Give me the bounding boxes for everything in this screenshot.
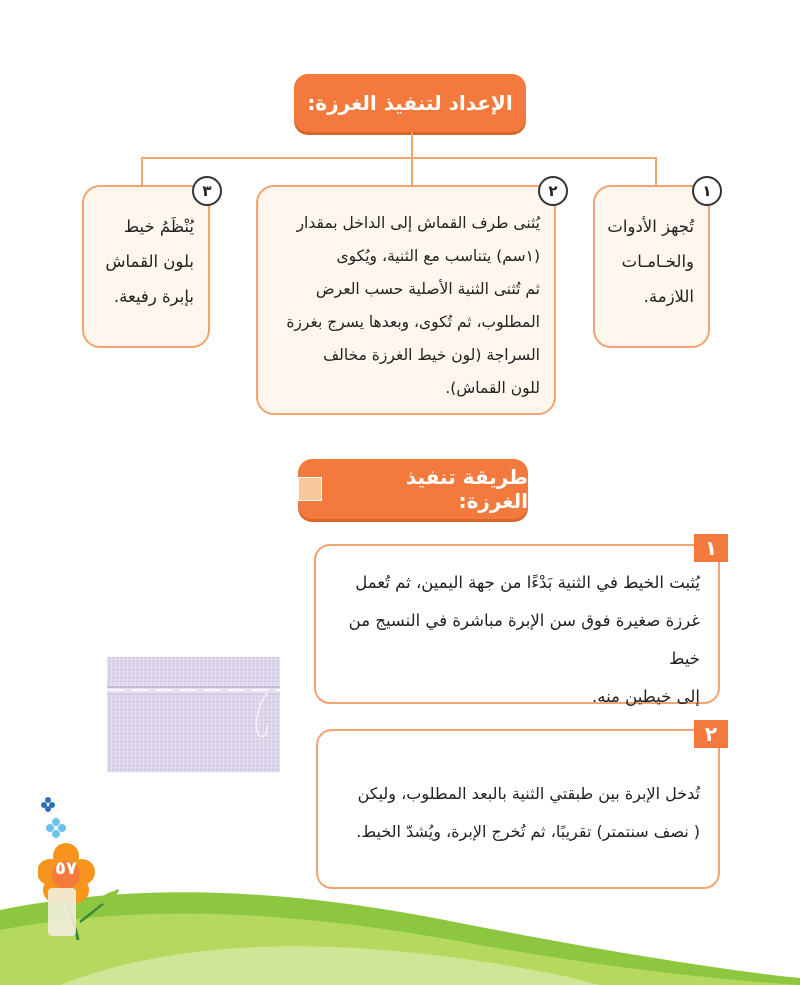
method-step-1-line: غرزة صغيرة فوق سن الإبرة مباشرة في النسيج من خيط (348, 611, 700, 668)
prep-step-3-line: بإبرة رفيعة. (113, 287, 194, 306)
prep-step-1-line: اللازمة. (643, 287, 694, 306)
prep-step-3-box (82, 185, 210, 348)
step-number-badge: ٢ (538, 176, 568, 206)
prep-step-2-line: للون القماش). (445, 379, 540, 397)
method-step-1-line: إلى خيطين منه. (591, 687, 700, 706)
prep-step-1-line: تُجهز الأدوات (607, 217, 694, 236)
connector-vertical (411, 132, 413, 158)
fabric-illustration (107, 657, 280, 772)
method-step-2-line: ( نصف سنتمتر) تقريبًا، ثم تُخرج الإبرة، ويُشدّ الخيط. (356, 822, 700, 841)
connector-middle (411, 157, 413, 185)
method-step-number: ٢ (694, 720, 728, 748)
connector-left (141, 157, 143, 185)
method-step-number: ١ (694, 534, 728, 562)
prep-step-3-line: بلون القماش (105, 252, 194, 271)
prep-step-2-line: السراجة (لون خيط الغرزة مخالف (323, 346, 540, 364)
method-step-1-box (314, 544, 720, 704)
page-tab (48, 888, 76, 936)
square-bullet-icon (298, 477, 322, 501)
fabric-hem-photo (107, 657, 280, 772)
step-number-badge: ٣ (192, 176, 222, 206)
method-step-2-box (316, 729, 720, 889)
prep-step-2-line: المطلوب، ثم تُكوى، وبعدها يسرج بغرزة (286, 313, 540, 331)
prep-step-2-box (256, 185, 556, 415)
method-step-2-line: تُدخل الإبرة بين طبقتي الثنية بالبعد المطلوب، وليكن (357, 784, 700, 803)
section-title-preparation: الإعداد لتنفيذ الغرزة: (294, 74, 526, 132)
prep-step-3-line: يُنْظَمُ خيط (123, 217, 194, 236)
method-step-1-line: يُثبت الخيط في الثنية بَدْءًا من جهة اليمين، ثم تُعمل (355, 573, 700, 592)
page-number: ٥٧ (55, 858, 77, 879)
section-title-method (298, 459, 528, 519)
prep-step-1-box (593, 185, 710, 348)
prep-step-2-line: ثم تُثنى الثنية الأصلية حسب العرض (315, 280, 540, 298)
section-title-method-text: طريقة تنفيذ الغرزة: (405, 465, 528, 513)
small-flowers-icon (38, 796, 70, 846)
connector-horizontal (141, 157, 657, 159)
prep-step-1-line: والخـامـات (621, 252, 694, 271)
connector-right (655, 157, 657, 185)
prep-step-2-line: (١سم) يتناسب مع الثنية، ويُكوى (336, 247, 540, 265)
step-number-badge: ١ (692, 176, 722, 206)
prep-step-2-line: يُثنى طرف القماش إلى الداخل بمقدار (296, 214, 540, 232)
